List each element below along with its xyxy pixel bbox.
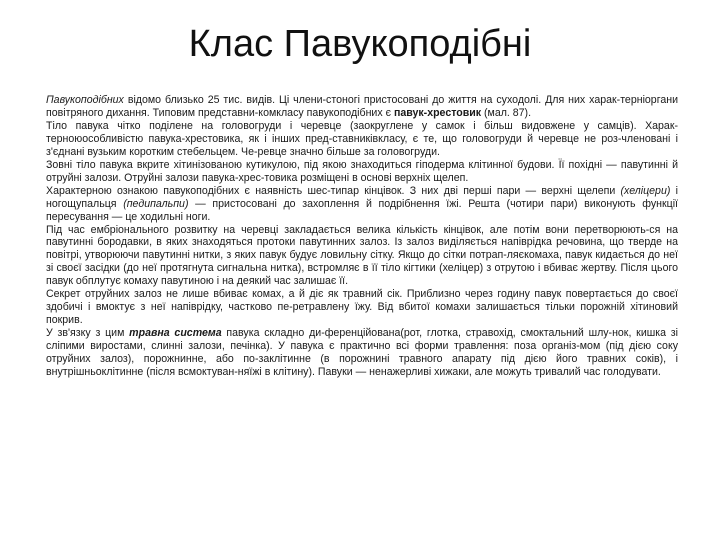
body-paragraph [46, 185, 678, 224]
body-paragraph [46, 120, 678, 159]
text-segment: Тіло павука чітко поділене на головогруди і черевце (заокруглене у самок і більш видовжене у самців). Харак-терноюособливістю павука-хрестовика, як і інших пред-ставниківкласу, є те, що головогруди й черевце не роз-членовані і з'єднані вузьким коротким стебельцем. Че-ревце значно більше за головогруди. [46, 119, 678, 158]
text-segment: (хеліцери) [620, 184, 671, 197]
text-segment: павука складно ди-ференційована(рот, глотка, стравохід, смоктальний шлу-нок, кишка зі сліпими виростами, слинні залози, печінка). У павука є практично всі форми травлення: поза організ-мом (під дією соку отруйних залоз), порожнинне, або по-заклітинне (в порожнині травного апарату під дією його травних соків), і внутрішньоклітинне (після всмоктуван-няїжі в клітину). Павуки — ненажерливі хижаки, але можуть тривалий час голодувати. [46, 327, 678, 379]
text-segment: Павукоподібних [46, 94, 124, 106]
text-segment: — пристосовані до захоплення й подрібнення їжі. Решта (чотири пари) виконують функції пересування — це ходильні ноги. [46, 197, 678, 223]
text-segment: (мал. 87). [481, 106, 532, 119]
body-paragraph [46, 224, 678, 289]
body-paragraph [46, 94, 678, 120]
body-paragraph [46, 288, 678, 327]
text-segment: і ногощупальця [46, 184, 679, 210]
text-segment: Зовні тіло павука вкрите хітинізованою кутикулою, під якою знаходиться гіподерма клітинної будови. Її похідні — павутинні й отруйні залози. Отруйні залози павука-хрес-товика розміщені в основі верхніх щелеп. [46, 158, 678, 184]
slide-title: Клас Павукоподібні [188, 23, 532, 65]
text-segment: У зв'язку з цим [46, 327, 130, 340]
text-segment: (педипальпи) [123, 197, 189, 210]
slide-body [46, 94, 678, 379]
text-segment: відомо близько 25 тис. видів. Ці члени-стоногі пристосовані до життя на суходолі. Для них харак-терніоргани повітряного дихання. Типовим представни-комкласу павукоподібних є [46, 94, 678, 119]
body-paragraph [46, 327, 678, 379]
text-segment: Секрет отруйних залоз не лише вбиває комах, а й діє як травний сік. Приблизно через годину павук повертається до своєї здобичі і вмоктує з неї напіврідку, частково пе-ретравлену їжу. Від вбитої комахи залишається тільки порожній хітиновий покрив. [46, 288, 678, 327]
body-paragraph [46, 159, 678, 185]
text-segment: травна система [129, 327, 222, 340]
text-segment: Під час ембріонального розвитку на черевці закладається велика кількість кінцівок, але потім вони перетворюють-ся на павутинні бородавки, в яких знаходяться протоки павутинних залоз. Із залоз виділяється напіврідка речовина, що тверде на повітрі, утворюючи павутинні нитки, з яких павук будує ловильну сітку. Якщо до сітки потрап-ляєкомаха, павук кидається до неї зі своєї засідки (до неї протягнута сигнальна нитка), встромляє в її тіло кігтики (хеліцер) з отрутою і вбиває жертву. Після цього павук обплутує комаху павутиною і на деякий час залишає її. [46, 223, 678, 288]
text-segment: Характерною ознакою павукоподібних є наявність шес-типар кінцівок. З них дві перші пари — верхні щелепи [46, 184, 621, 197]
text-segment: павук-хрестовик [393, 106, 482, 119]
